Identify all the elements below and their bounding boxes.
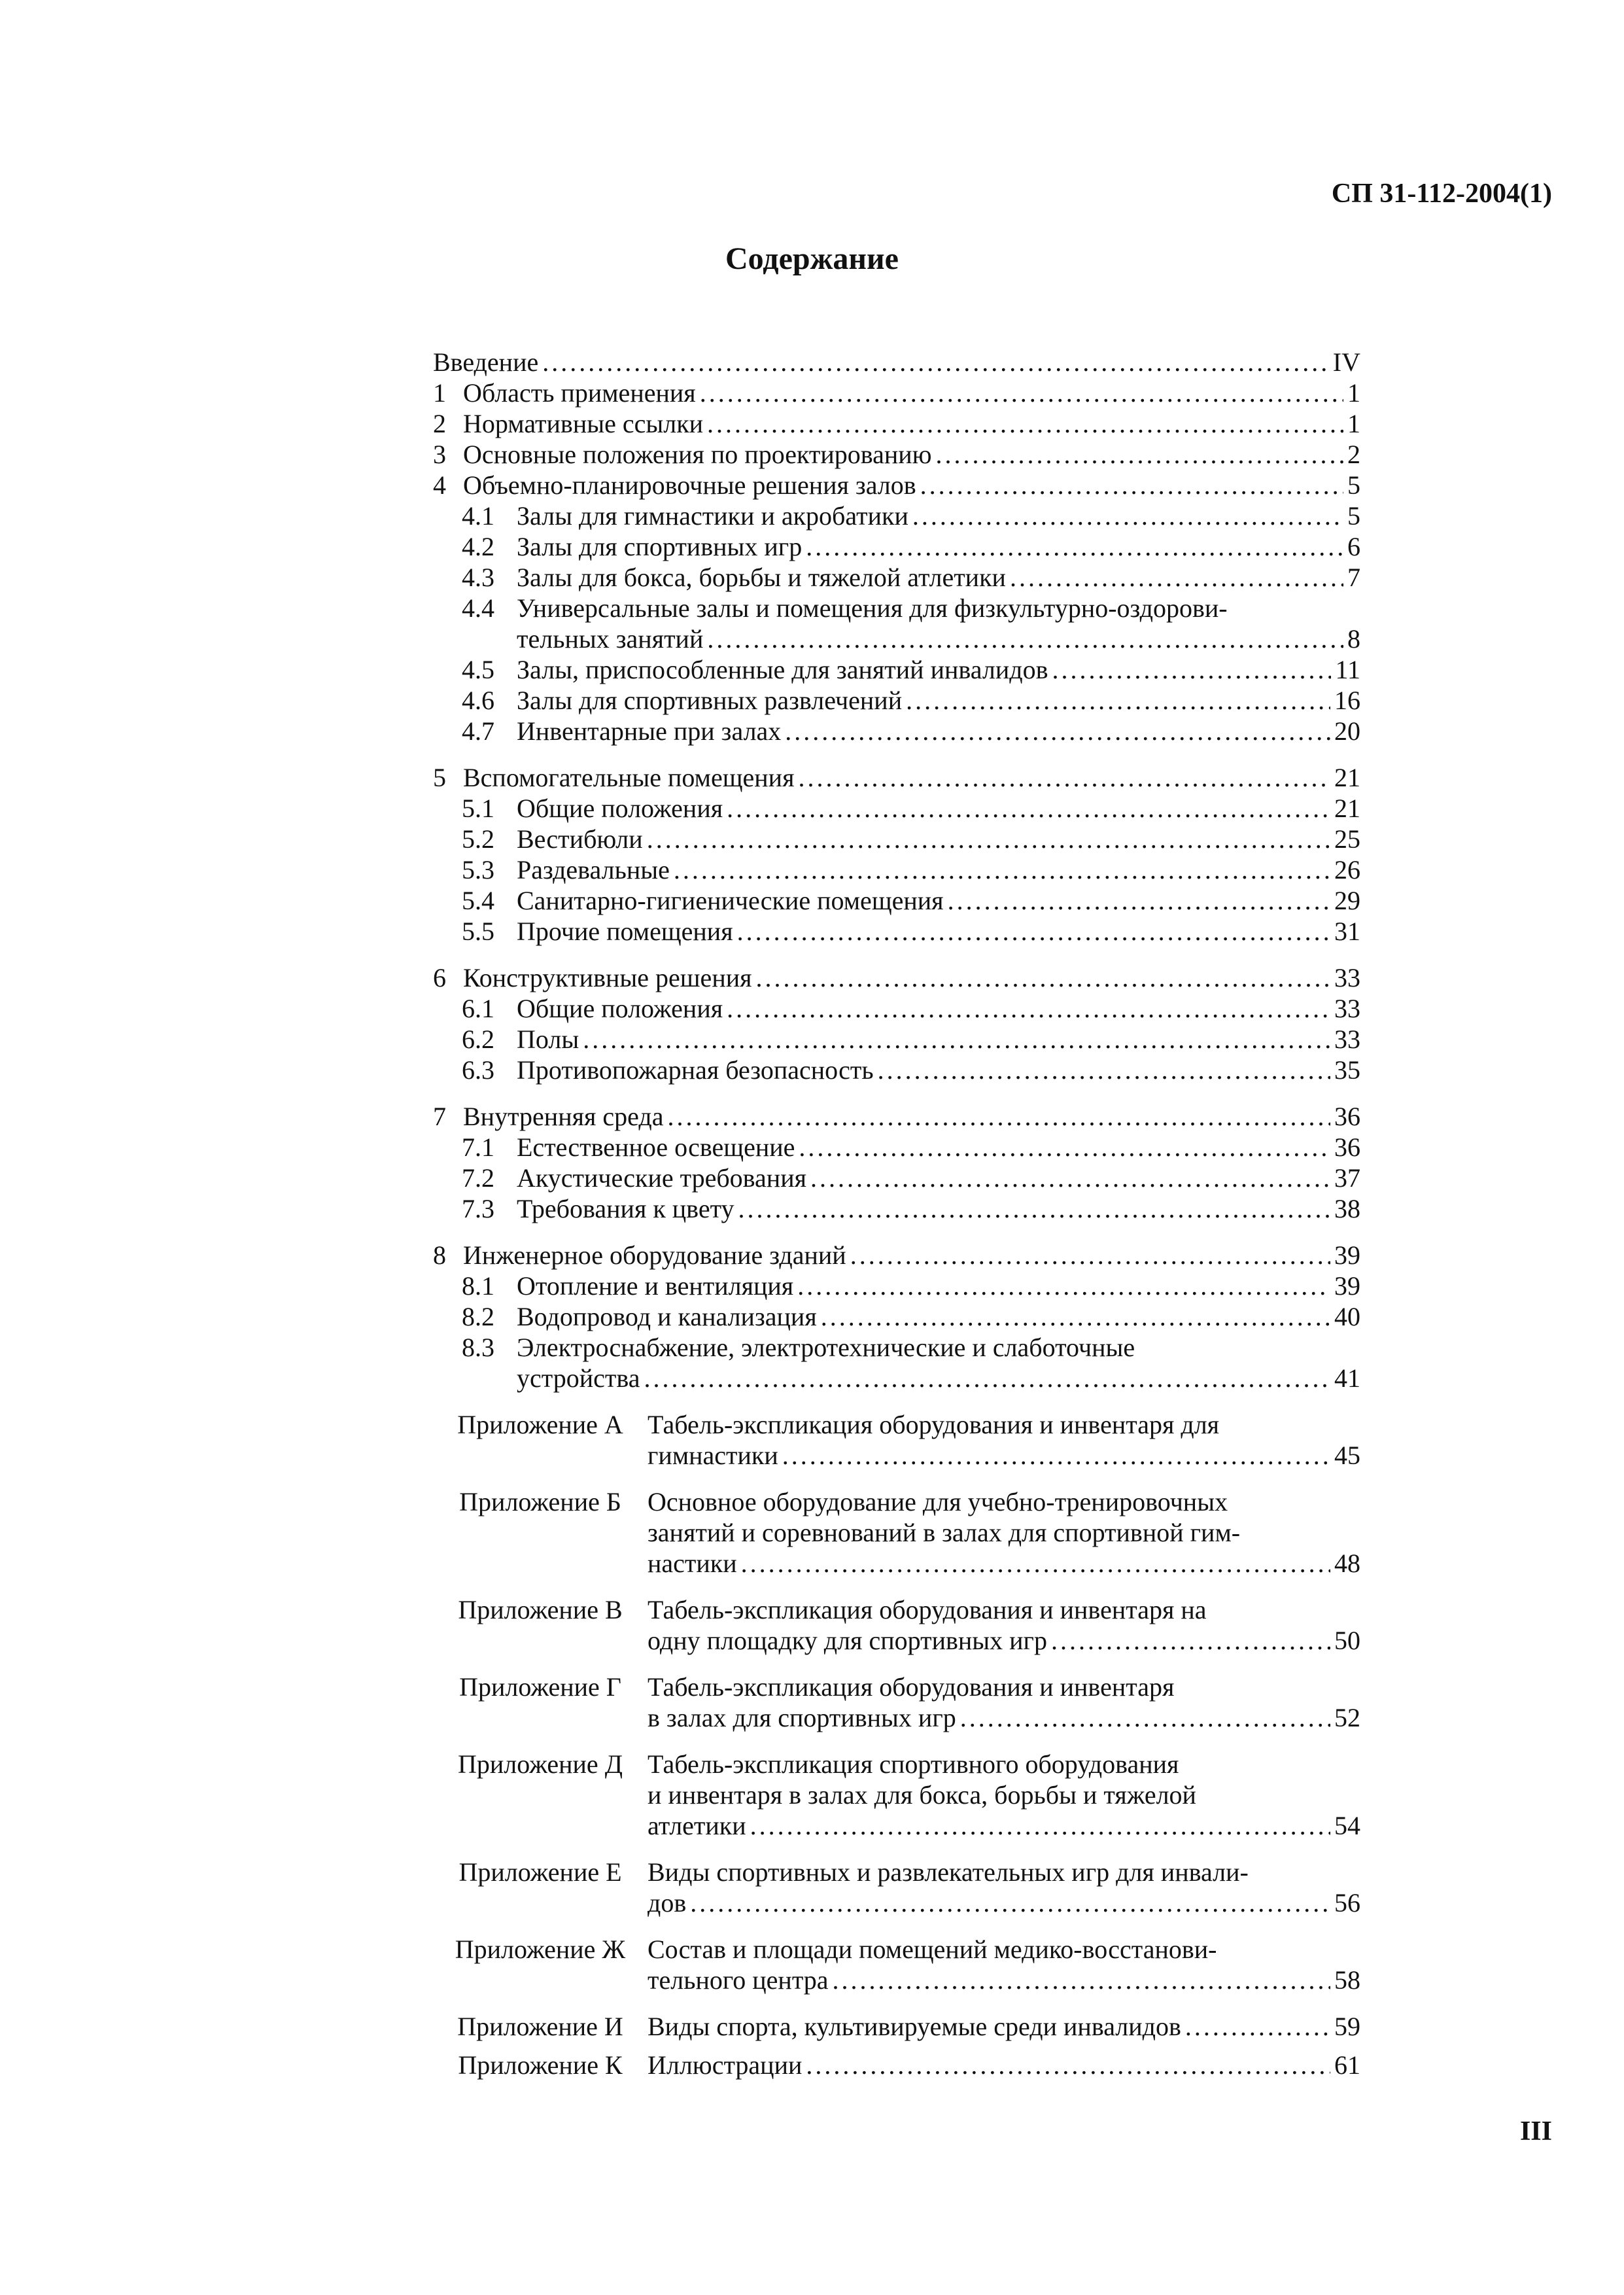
appendix-label: Приложение Ж bbox=[455, 1935, 626, 1964]
dot-leader bbox=[960, 1702, 1330, 1733]
toc-entry-1[interactable] bbox=[433, 377, 1360, 408]
toc-entry-page: 36 bbox=[1334, 1102, 1360, 1131]
toc-entry-8[interactable] bbox=[433, 1240, 1360, 1270]
dot-leader bbox=[647, 824, 1330, 854]
toc-appendix-v[interactable] bbox=[433, 1594, 1360, 1656]
appendix-label: Приложение В bbox=[458, 1595, 623, 1624]
toc-entry-number: 6.2 bbox=[462, 1025, 494, 1054]
appendix-title: Табель-экспликация оборудования и инвентаря для bbox=[648, 1410, 1220, 1439]
toc-entry-5-2[interactable] bbox=[433, 824, 1360, 854]
appendix-label: Приложение Б bbox=[459, 1487, 621, 1516]
toc-entry-title: Электроснабжение, электротехнические и слаботочные bbox=[517, 1333, 1135, 1362]
toc-entry-title: Область применения bbox=[463, 378, 696, 408]
toc-entry-number: 4.1 bbox=[462, 501, 494, 531]
toc-entry-page: 37 bbox=[1334, 1163, 1360, 1193]
dot-leader bbox=[797, 1270, 1330, 1301]
toc-entry-number: 6 bbox=[433, 963, 446, 992]
toc-entry-4-5[interactable] bbox=[433, 654, 1360, 685]
toc-entry-page: 31 bbox=[1334, 917, 1360, 946]
appendix-title: настики bbox=[648, 1549, 737, 1578]
toc-entry-page: 29 bbox=[1334, 886, 1360, 915]
appendix-title: гимнастики bbox=[648, 1441, 778, 1470]
toc-entry-number: 5.2 bbox=[462, 824, 494, 854]
toc-entry-8-2[interactable] bbox=[433, 1301, 1360, 1332]
dot-leader bbox=[707, 623, 1343, 654]
toc-entry-title: Введение bbox=[433, 347, 539, 377]
toc-entry-number: 8.2 bbox=[462, 1302, 494, 1331]
toc-entry-number: 3 bbox=[433, 440, 446, 469]
toc-entry-page: 21 bbox=[1334, 763, 1360, 792]
toc-entry-number: 8 bbox=[433, 1240, 446, 1270]
appendix-last-line bbox=[648, 1548, 1360, 1579]
toc-entry-number: 4.6 bbox=[462, 686, 494, 715]
appendix-label: Приложение К bbox=[458, 2050, 623, 2080]
toc-entry-number: 5.4 bbox=[462, 886, 494, 915]
toc-entry-number: 4.5 bbox=[462, 655, 494, 684]
toc-entry-page: 40 bbox=[1334, 1302, 1360, 1331]
dot-leader bbox=[878, 1055, 1330, 1085]
toc-entry-number: 8.1 bbox=[462, 1271, 494, 1301]
toc-entry-number: 8.3 bbox=[462, 1333, 494, 1362]
toc-entry-page: 5 bbox=[1347, 501, 1360, 531]
toc-entry-title: Акустические требования bbox=[517, 1163, 807, 1193]
toc-entry-number: 4.3 bbox=[462, 563, 494, 592]
toc-entry-page: 21 bbox=[1334, 794, 1360, 823]
toc-entry-page: 1 bbox=[1347, 409, 1360, 438]
toc-entry-4-4[interactable] bbox=[433, 593, 1360, 623]
toc-entry-number: 2 bbox=[433, 409, 446, 438]
toc-entry-7[interactable] bbox=[433, 1101, 1360, 1132]
appendix-page: 61 bbox=[1334, 2050, 1360, 2080]
appendix-label: Приложение И bbox=[457, 2012, 623, 2041]
toc-entry-page: 38 bbox=[1334, 1194, 1360, 1223]
toc-entry-page: 41 bbox=[1334, 1363, 1360, 1393]
toc-entry-title: Инвентарные при залах bbox=[517, 716, 782, 746]
toc-entry-5-1[interactable] bbox=[433, 793, 1360, 824]
toc-entry-6-1[interactable] bbox=[433, 993, 1360, 1024]
toc-entry-page: 6 bbox=[1347, 532, 1360, 561]
appendix-title: и инвентаря в залах для бокса, борьбы и тяжелой bbox=[648, 1780, 1196, 1810]
dot-leader bbox=[583, 1024, 1330, 1055]
appendix-title: Виды спорта, культивируемые среди инвалидов bbox=[648, 2012, 1181, 2041]
toc-entry-2[interactable] bbox=[433, 408, 1360, 439]
toc-entry-5-4[interactable] bbox=[433, 885, 1360, 916]
toc-entry-number: 5.3 bbox=[462, 855, 494, 885]
appendix-title: Табель-экспликация оборудования и инвентаря bbox=[648, 1672, 1175, 1702]
toc-entry-title: Инженерное оборудование зданий bbox=[463, 1240, 846, 1270]
toc-entry-title: Объемно-планировочные решения залов bbox=[463, 470, 916, 500]
toc-entry-title: Нормативные ссылки bbox=[463, 409, 704, 438]
dot-leader bbox=[750, 1810, 1330, 1841]
toc-entry-page: 5 bbox=[1347, 470, 1360, 500]
toc-entry-4-6[interactable] bbox=[433, 685, 1360, 716]
toc-entry-page: 16 bbox=[1334, 686, 1360, 715]
appendix-page: 59 bbox=[1334, 2012, 1360, 2041]
toc-entry-number: 7 bbox=[433, 1102, 446, 1131]
toc-entry-4-3[interactable] bbox=[433, 562, 1360, 593]
appendix-title: Виды спортивных и развлекательных игр для инвали- bbox=[648, 1857, 1249, 1887]
toc-entry-title: тельных занятий bbox=[517, 624, 704, 654]
toc-entry-title: Вспомогательные помещения bbox=[463, 763, 795, 792]
dot-leader bbox=[782, 1440, 1330, 1471]
dot-leader bbox=[821, 1301, 1330, 1332]
appendix-last-line bbox=[648, 1702, 1360, 1733]
appendix-page: 50 bbox=[1334, 1626, 1360, 1655]
toc-entry-7-3[interactable] bbox=[433, 1193, 1360, 1224]
appendix-title: Табель-экспликация спортивного оборудования bbox=[648, 1749, 1179, 1779]
toc-entry-number: 5 bbox=[433, 763, 446, 792]
toc-entry-title: Противопожарная безопасность bbox=[517, 1055, 874, 1085]
toc-entry-number: 5.5 bbox=[462, 917, 494, 946]
appendix-page: 54 bbox=[1334, 1811, 1360, 1840]
dot-leader bbox=[727, 793, 1330, 824]
appendix-title: дов bbox=[648, 1888, 687, 1918]
toc-appendix-e[interactable] bbox=[433, 1857, 1360, 1918]
toc-appendix-zh[interactable] bbox=[433, 1934, 1360, 1995]
dot-leader bbox=[806, 531, 1343, 562]
toc-entry-6[interactable] bbox=[433, 962, 1360, 993]
dot-leader bbox=[674, 854, 1330, 885]
appendix-title: Иллюстрации bbox=[648, 2050, 803, 2080]
toc-entry-number: 5.1 bbox=[462, 794, 494, 823]
appendix-title: занятий и соревнований в залах для спортивной гим- bbox=[648, 1518, 1241, 1547]
page-title: Содержание bbox=[725, 241, 899, 276]
toc-entry-title: Конструктивные решения bbox=[463, 963, 752, 992]
toc-entry-page: 26 bbox=[1334, 855, 1360, 885]
toc-entry-page: 2 bbox=[1347, 440, 1360, 469]
toc-entry-title: Общие положения bbox=[517, 994, 723, 1023]
toc-appendix-a[interactable] bbox=[433, 1409, 1360, 1471]
dot-leader bbox=[912, 500, 1343, 531]
toc-entry-3[interactable] bbox=[433, 439, 1360, 470]
dot-leader bbox=[644, 1363, 1330, 1393]
appendix-title: атлетики bbox=[648, 1811, 746, 1840]
toc-entry-page: 33 bbox=[1334, 1025, 1360, 1054]
toc-entry-6-3[interactable] bbox=[433, 1055, 1360, 1085]
toc-appendix-d[interactable] bbox=[433, 1749, 1360, 1841]
toc-entry-title: Требования к цвету bbox=[517, 1194, 734, 1223]
dot-leader bbox=[700, 377, 1343, 408]
toc-entry-4[interactable] bbox=[433, 470, 1360, 500]
appendix-last-line bbox=[648, 1965, 1360, 1995]
toc-entry-page: 11 bbox=[1335, 655, 1360, 684]
dot-leader bbox=[936, 439, 1343, 470]
toc-appendix-g[interactable] bbox=[433, 1672, 1360, 1733]
dot-leader bbox=[756, 962, 1330, 993]
dot-leader bbox=[668, 1101, 1330, 1132]
appendix-label: Приложение Г bbox=[459, 1672, 621, 1702]
toc-entry-title: Внутренняя среда bbox=[463, 1102, 664, 1131]
dot-leader bbox=[906, 685, 1330, 716]
dot-leader bbox=[542, 347, 1329, 377]
dot-leader bbox=[850, 1240, 1330, 1270]
dot-leader bbox=[1051, 1625, 1330, 1656]
toc-entry-7-1[interactable] bbox=[433, 1132, 1360, 1163]
dot-leader bbox=[1185, 2011, 1330, 2042]
dot-leader bbox=[707, 408, 1343, 439]
toc-entry-8-1[interactable] bbox=[433, 1270, 1360, 1301]
toc-entry-title: Универсальные залы и помещения для физкультурно-оздорови- bbox=[517, 593, 1228, 623]
appendix-page: 52 bbox=[1334, 1703, 1360, 1732]
toc-entry-number: 4.7 bbox=[462, 716, 494, 746]
toc-entry-number: 4 bbox=[433, 470, 446, 500]
toc-entry-title: Залы для гимнастики и акробатики bbox=[517, 501, 908, 531]
toc-entry-5-5[interactable] bbox=[433, 916, 1360, 947]
toc-entry-title: Залы для бокса, борьбы и тяжелой атлетики bbox=[517, 563, 1006, 592]
appendix-last-line bbox=[648, 1625, 1360, 1656]
dot-leader bbox=[833, 1965, 1330, 1995]
toc-entry-title: Прочие помещения bbox=[517, 917, 733, 946]
toc-entry-4-2[interactable] bbox=[433, 531, 1360, 562]
dot-leader bbox=[727, 993, 1330, 1024]
toc-appendix-i[interactable] bbox=[433, 2011, 1360, 2042]
toc-entry-title: Общие положения bbox=[517, 794, 723, 823]
toc-entry-title: Раздевальные bbox=[517, 855, 670, 885]
toc-entry-7-2[interactable] bbox=[433, 1163, 1360, 1193]
toc-entry-title: Водопровод и канализация bbox=[517, 1302, 817, 1331]
toc-entry-title: устройства bbox=[517, 1363, 640, 1393]
toc-entry-5[interactable] bbox=[433, 762, 1360, 793]
appendix-last-line bbox=[648, 1440, 1360, 1471]
dot-leader bbox=[1052, 654, 1331, 685]
toc-entry-page: 33 bbox=[1334, 994, 1360, 1023]
appendix-last-line bbox=[648, 2011, 1360, 2042]
appendix-title: Состав и площади помещений медико-восстанови- bbox=[648, 1935, 1217, 1964]
dot-leader bbox=[738, 1193, 1330, 1224]
dot-leader bbox=[810, 1163, 1330, 1193]
toc-entry-page: 33 bbox=[1334, 963, 1360, 992]
toc-entry-4-4-cont[interactable] bbox=[433, 623, 1360, 654]
appendix-title: Основное оборудование для учебно-тренировочных bbox=[648, 1487, 1228, 1516]
toc-entry-title: Санитарно-гигиенические помещения bbox=[517, 886, 944, 915]
dot-leader bbox=[799, 1132, 1330, 1163]
toc-entry-page: 25 bbox=[1334, 824, 1360, 854]
toc-entry-title: Основные положения по проектированию bbox=[463, 440, 932, 469]
toc-entry-number: 7.3 bbox=[462, 1194, 494, 1223]
toc-entry-page: 8 bbox=[1347, 624, 1360, 654]
appendix-title: в залах для спортивных игр bbox=[648, 1703, 956, 1732]
toc-entry-number: 6.3 bbox=[462, 1055, 494, 1085]
appendix-page: 48 bbox=[1334, 1549, 1360, 1578]
table-of-contents bbox=[433, 347, 1360, 2080]
toc-entry-number: 4.4 bbox=[462, 593, 494, 623]
toc-entry-page: 39 bbox=[1334, 1240, 1360, 1270]
toc-entry-4-7[interactable] bbox=[433, 716, 1360, 746]
appendix-title: тельного центра bbox=[648, 1965, 829, 1995]
toc-entry-title: Полы bbox=[517, 1025, 579, 1054]
dot-leader bbox=[690, 1887, 1330, 1918]
toc-entry-page: 36 bbox=[1334, 1132, 1360, 1162]
toc-entry-page: 7 bbox=[1347, 563, 1360, 592]
toc-entry-page: 20 bbox=[1334, 716, 1360, 746]
toc-entry-8-3[interactable] bbox=[433, 1332, 1360, 1363]
toc-entry-intro[interactable] bbox=[433, 347, 1360, 377]
appendix-title: одну площадку для спортивных игр bbox=[648, 1626, 1047, 1655]
appendix-last-line bbox=[648, 2050, 1360, 2080]
dot-leader bbox=[798, 762, 1330, 793]
toc-entry-number: 7.2 bbox=[462, 1163, 494, 1193]
appendix-last-line bbox=[648, 1810, 1360, 1841]
dot-leader bbox=[785, 716, 1330, 746]
toc-entry-number: 6.1 bbox=[462, 994, 494, 1023]
dot-leader bbox=[1010, 562, 1343, 593]
appendix-page: 56 bbox=[1334, 1888, 1360, 1918]
dot-leader bbox=[806, 2050, 1330, 2080]
appendix-last-line bbox=[648, 1887, 1360, 1918]
toc-appendix-k[interactable] bbox=[433, 2050, 1360, 2080]
appendix-title: Табель-экспликация оборудования и инвентаря на bbox=[648, 1595, 1207, 1624]
toc-entry-title: Отопление и вентиляция bbox=[517, 1271, 794, 1301]
appendix-label: Приложение Д bbox=[458, 1749, 623, 1779]
toc-entry-title: Вестибюли bbox=[517, 824, 643, 854]
appendix-label: Приложение Е bbox=[458, 1857, 622, 1887]
toc-entry-title: Естественное освещение bbox=[517, 1132, 795, 1162]
dot-leader bbox=[741, 1548, 1330, 1579]
toc-appendix-b[interactable] bbox=[433, 1486, 1360, 1579]
toc-entry-number: 1 bbox=[433, 378, 446, 408]
toc-entry-5-3[interactable] bbox=[433, 854, 1360, 885]
document-code: СП 31-112-2004(1) bbox=[1331, 179, 1552, 209]
toc-entry-6-2[interactable] bbox=[433, 1024, 1360, 1055]
dot-leader bbox=[948, 885, 1330, 916]
page-number: III bbox=[1519, 2116, 1552, 2146]
toc-entry-number: 4.2 bbox=[462, 532, 494, 561]
toc-entry-number: 7.1 bbox=[462, 1132, 494, 1162]
toc-entry-page: IV bbox=[1332, 347, 1360, 377]
toc-entry-title: Залы для спортивных игр bbox=[517, 532, 803, 561]
dot-leader bbox=[920, 470, 1343, 500]
toc-entry-title: Залы для спортивных развлечений bbox=[517, 686, 903, 715]
toc-entry-page: 35 bbox=[1334, 1055, 1360, 1085]
appendix-label: Приложение А bbox=[457, 1410, 623, 1439]
toc-entry-4-1[interactable] bbox=[433, 500, 1360, 531]
toc-entry-page: 1 bbox=[1347, 378, 1360, 408]
toc-entry-page: 39 bbox=[1334, 1271, 1360, 1301]
toc-entry-title: Залы, приспособленные для занятий инвалидов bbox=[517, 655, 1048, 684]
appendix-page: 45 bbox=[1334, 1441, 1360, 1470]
appendix-page: 58 bbox=[1334, 1965, 1360, 1995]
dot-leader bbox=[737, 916, 1330, 947]
toc-entry-8-3-cont[interactable] bbox=[433, 1363, 1360, 1393]
